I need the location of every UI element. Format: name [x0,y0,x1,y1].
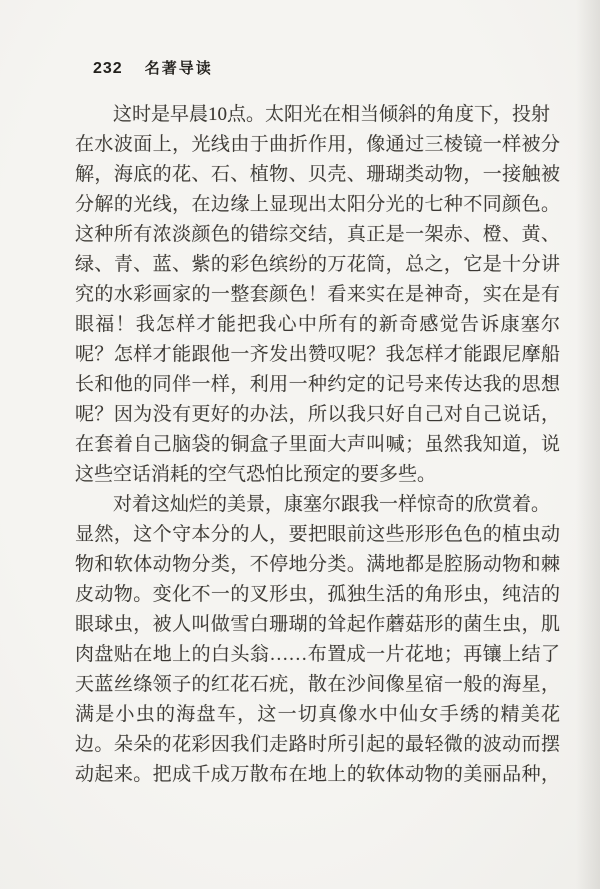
page-number: 232 [93,60,123,77]
text-line: 满是小虫的海盘车，这一切真像水中仙女手绣的精美花 [75,704,560,725]
text-line: 皮动物。变化不一的叉形虫，孤独生活的角形虫，纯洁的 [75,584,560,605]
text-line: 在水波面上，光线由于曲折作用，像通过三棱镜一样被分 [75,134,560,155]
text-line: 这时是早晨10点。太阳光在相当倾斜的角度下，投射 [113,104,551,125]
text-line: 肉盘贴在地上的白头翁……布置成一片花地；再镶上结了 [75,644,560,665]
text-line: 边。朵朵的花彩因我们走路时所引起的最轻微的波动而摆 [75,734,560,755]
section-title: 名著导读 [144,60,213,77]
text-line: 解，海底的花、石、植物、贝壳、珊瑚类动物，一接触被 [75,164,560,185]
text-line: 眼球虫，被人叫做雪白珊瑚的耸起作蘑菇形的菌生虫，肌 [75,614,560,635]
text-line: 在套着自己脑袋的铜盒子里面大声叫喊；虽然我知道，说 [75,434,560,455]
text-line: 呢？怎样才能跟他一齐发出赞叹呢？我怎样才能跟尼摩船 [75,344,560,365]
text-line: 动起来。把成千成万散布在地上的软体动物的美丽品种， [75,764,560,785]
text-line: 长和他的同伴一样，利用一种约定的记号来传达我的思想 [75,374,560,395]
text-line: 物和软体动物分类，不停地分类。满地都是腔肠动物和棘 [75,554,560,575]
text-line: 分解的光线，在边缘上显现出太阳分光的七种不同颜色。 [75,194,560,215]
body-text [75,100,560,790]
running-head [93,57,213,78]
text-line: 绿、青、蓝、紫的彩色缤纷的万花筒，总之，它是十分讲 [75,254,560,275]
text-line: 这种所有浓淡颜色的错综交结，真正是一架赤、橙、黄、 [75,224,560,245]
text-line: 眼福！我怎样才能把我心中所有的新奇感觉告诉康塞尔 [75,314,560,335]
text-line: 这些空话消耗的空气恐怕比预定的要多些。 [75,464,437,485]
text-line: 对着这灿烂的美景，康塞尔跟我一样惊奇的欣赏着。 [113,494,551,515]
text-line: 呢？因为没有更好的办法，所以我只好自己对自己说话， [75,404,560,425]
text-line: 究的水彩画家的一整套颜色！看来实在是神奇，实在是有 [75,284,560,305]
text-line: 天蓝丝绦领子的红花石疣，散在沙间像星宿一般的海星， [75,674,560,695]
text-line: 显然，这个守本分的人，要把眼前这些形形色色的植虫动 [75,524,560,545]
